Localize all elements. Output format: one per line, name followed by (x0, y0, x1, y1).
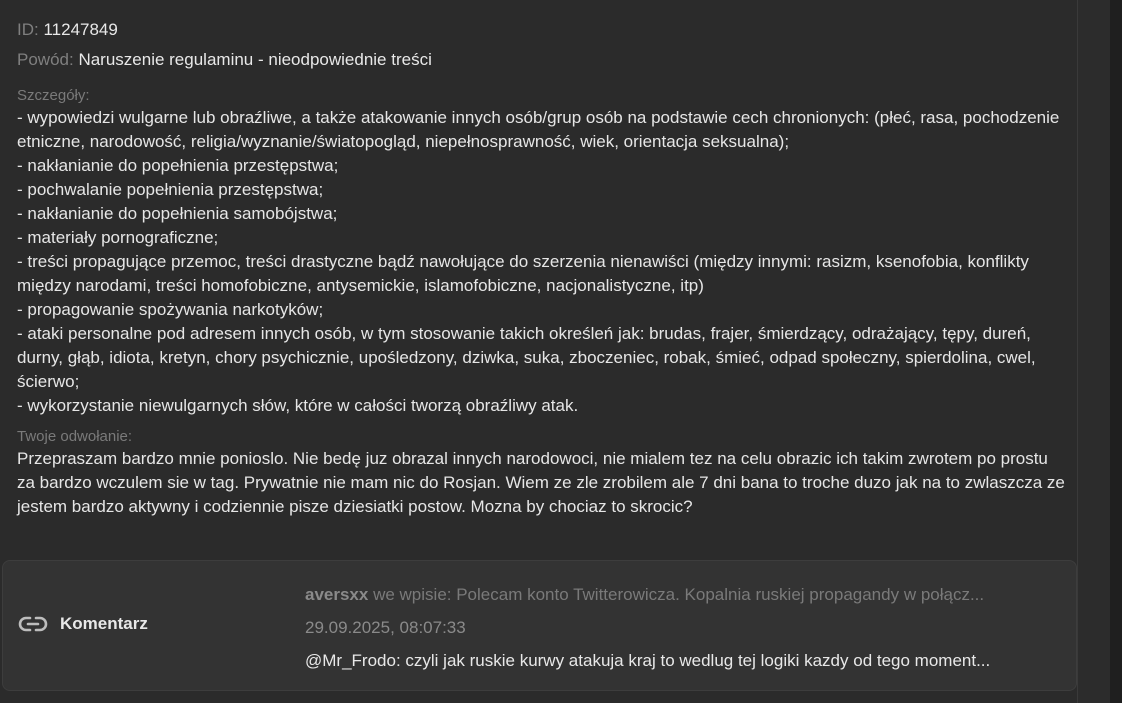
report-id-label: ID: (17, 20, 39, 39)
report-reason-label: Powód: (17, 50, 74, 69)
details-item: - nakłanianie do popełnienia samobójstwa; (17, 204, 338, 223)
comment-body (305, 583, 1065, 673)
comment-text: @Mr_Frodo: czyli jak ruskie kurwy atakuja kraj to wedlug tej logiki kazdy od tego moment... (305, 651, 991, 670)
details-item: - treści propagujące przemoc, treści drastyczne bądź nawołujące do szerzenia nienawiści (między innymi: rasizm, ksenofobia, konflikty między narodami, treści homofobiczne, antysemickie, islamofobiczne, nacjonalistyczne, itp) (17, 252, 1029, 295)
report-id-row (17, 18, 1067, 42)
details-item: - ataki personalne pod adresem innych osób, w tym stosowanie takich określeń jak: brudas, frajer, śmierdzący, odrażający, tępy, dureń, durny, głąb, idiota, kretyn, chory psychicznie, upośledzony, dziwka, suka, zboczeniec, robak, śmieć, odpad społeczny, spierdolina, cwel, ścierwo; (17, 324, 1036, 391)
details-item: - wykorzystanie niewulgarnych słów, które w całości tworzą obraźliwy atak. (17, 396, 579, 415)
details-item: - propagowanie spożywania narkotyków; (17, 300, 324, 319)
report-reason-value: Naruszenie regulaminu - nieodpowiednie treści (78, 50, 432, 69)
comment-type-label: Komentarz (60, 614, 148, 633)
comment-source (305, 583, 1065, 607)
details-item: - wypowiedzi wulgarne lub obraźliwe, a także atakowanie innych osób/grup osób na podstawie cech chronionych: (płeć, rasa, pochodzenie etniczne, narodowość, religia/wyznanie/światopogląd, niepełnosprawność, wiek, orientacja seksualna); (17, 108, 1060, 151)
comment-entry-link[interactable]: we wpisie: Polecam konto Twitterowicza. Kopalnia ruskiej propagandy w połącz... (373, 585, 985, 604)
appeal-label: Twoje odwołanie: (17, 428, 133, 445)
comment-author[interactable]: aversxx (305, 585, 369, 604)
details-list (17, 106, 1067, 418)
scrollbar-track[interactable] (1110, 0, 1122, 703)
link-icon (18, 613, 48, 635)
report-id-value: 11247849 (43, 20, 118, 39)
reported-comment-card[interactable] (2, 560, 1077, 691)
comment-type (18, 613, 148, 635)
report-reason-row (17, 48, 1067, 72)
report-details (17, 18, 1067, 519)
details-item: - materiały pornograficzne; (17, 228, 219, 247)
details-item: - pochwalanie popełnienia przestępstwa; (17, 180, 324, 199)
details-label: Szczegóły: (17, 87, 90, 104)
appeal-text: Przepraszam bardzo mnie ponioslo. Nie bedę juz obrazal innych narodowoci, nie mialem tez na celu obrazic ich takim zwrotem po prostu za bardzo wczulem sie w tag. Prywatnie nie mam nic do Rosjan. Wiem ze zle zrobilem ale 7 dni bana to troche duzo jak na to zwlaszcza ze jestem bardzo aktywny i codziennie pisze dziesiatki postow. Mozna by chociaz to skrocic? (17, 449, 1065, 516)
comment-date: 29.09.2025, 08:07:33 (305, 618, 466, 637)
details-item: - nakłanianie do popełnienia przestępstwa; (17, 156, 339, 175)
